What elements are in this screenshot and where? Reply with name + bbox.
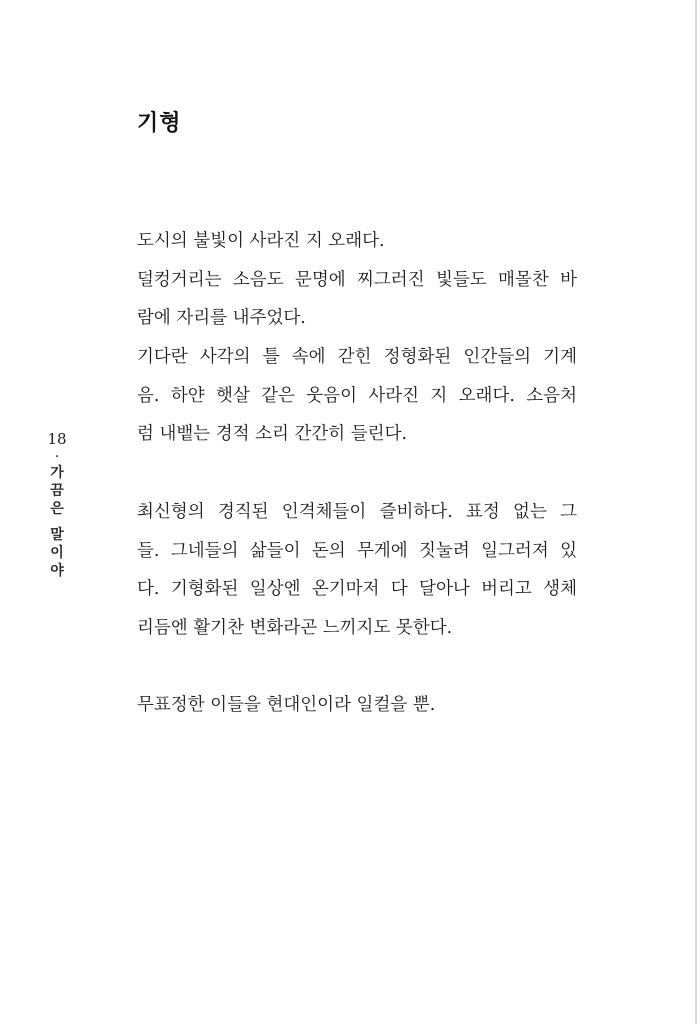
running-head-separator: · bbox=[54, 449, 60, 465]
stanza-line: 최신형의 경직된 인격체들이 즐비하다. 표정 없는 그 bbox=[137, 501, 577, 522]
page-number: 18 bbox=[47, 430, 67, 448]
running-head-char: 끔 bbox=[50, 483, 64, 499]
stanza-3 bbox=[137, 686, 577, 725]
running-head-char: 가 bbox=[50, 465, 64, 481]
side-running-head bbox=[44, 428, 70, 580]
running-head-char: 이 bbox=[50, 545, 64, 561]
stanza-gap bbox=[137, 454, 577, 493]
running-head-space bbox=[44, 518, 70, 526]
running-head-char: 말 bbox=[50, 527, 64, 543]
stanza-line: 기다란 사각의 틀 속에 갇힌 정형화된 인간들의 기계 bbox=[137, 347, 577, 368]
running-head-char: 은 bbox=[50, 501, 64, 517]
stanza-line: 덜컹거리는 소음도 문명에 찌그러진 빛들도 매몰찬 바 bbox=[137, 269, 577, 290]
stanza-gap bbox=[137, 648, 577, 687]
stanza-line: 리듬엔 활기찬 변화라곤 느끼지도 못한다. bbox=[137, 617, 453, 638]
stanza-line: 들. 그네들의 삶들이 돈의 무게에 짓눌려 일그러져 있 bbox=[137, 540, 577, 561]
stanza-line: 람에 자리를 내주었다. bbox=[137, 308, 306, 329]
stanza-line: 무표정한 이들을 현대인이라 일컬을 뿐. bbox=[137, 695, 436, 716]
poem-title: 기형 bbox=[137, 110, 182, 136]
stanza-1 bbox=[137, 222, 577, 454]
stanza-line: 음. 하얀 햇살 같은 웃음이 사라진 지 오래다. 소음처 bbox=[137, 385, 577, 406]
running-head-char: 야 bbox=[50, 563, 64, 579]
stanza-line: 다. 기형화된 일상엔 온기마저 다 달아나 버리고 생체 bbox=[137, 579, 577, 600]
poem-body bbox=[137, 222, 577, 725]
stanza-2 bbox=[137, 493, 577, 648]
stanza-line: 도시의 불빛이 사라진 지 오래다. bbox=[137, 231, 385, 251]
stanza-line: 럼 내뱉는 경적 소리 간간히 들린다. bbox=[137, 424, 408, 445]
